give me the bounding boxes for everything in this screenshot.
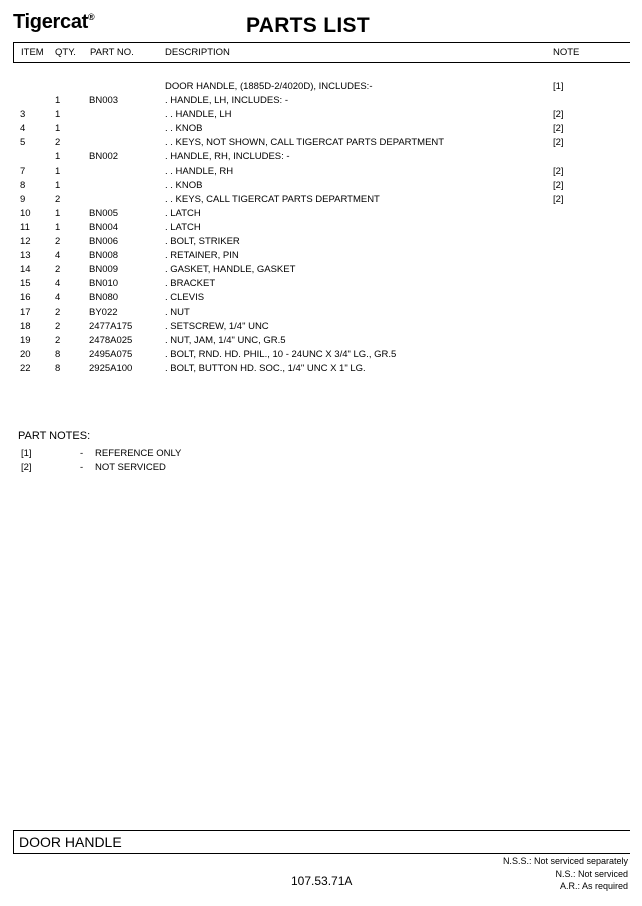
column-header-qty: QTY.	[55, 47, 76, 58]
cell-item: 13	[20, 250, 31, 262]
cell-description: . NUT	[165, 306, 190, 318]
table-row	[0, 193, 642, 207]
cell-item: 19	[20, 334, 31, 346]
cell-note: [2]	[553, 137, 564, 149]
cell-qty: 1	[55, 123, 61, 135]
cell-qty: 4	[55, 292, 61, 304]
cell-qty: 8	[55, 348, 61, 360]
brand-name: Tigercat	[13, 11, 89, 33]
cell-note: [2]	[553, 179, 564, 191]
cell-part-no: 2495A075	[89, 348, 133, 360]
cell-description: . BOLT, STRIKER	[165, 236, 240, 248]
table-row	[0, 348, 642, 362]
cell-part-no: 2925A100	[89, 362, 133, 374]
cell-item: 7	[20, 165, 26, 177]
cell-description: . CLEVIS	[165, 292, 205, 304]
note-text: NOT SERVICED	[95, 462, 166, 473]
table-row	[0, 94, 642, 108]
table-row	[0, 263, 642, 277]
cell-item: 3	[20, 109, 26, 121]
table-row	[0, 136, 642, 150]
cell-qty: 1	[55, 179, 61, 191]
table-row	[0, 291, 642, 305]
parts-table-body	[0, 80, 642, 376]
table-row	[0, 179, 642, 193]
cell-item: 16	[20, 292, 31, 304]
cell-qty: 1	[55, 207, 61, 219]
section-title: DOOR HANDLE	[19, 834, 122, 850]
part-note	[0, 447, 300, 461]
cell-item: 9	[20, 193, 26, 205]
cell-description: . . KEYS, NOT SHOWN, CALL TIGERCAT PARTS DEPARTMENT	[165, 137, 445, 149]
note-dash: -	[80, 448, 84, 459]
table-row	[0, 362, 642, 376]
cell-qty: 2	[55, 320, 61, 332]
table-row	[0, 235, 642, 249]
cell-description: . . HANDLE, RH	[165, 165, 234, 177]
note-code: [2]	[21, 462, 32, 473]
registered-mark: ®	[88, 12, 95, 22]
cell-item: 11	[20, 221, 30, 233]
cell-part-no: BN003	[89, 95, 119, 107]
table-row	[0, 108, 642, 122]
cell-qty: 2	[55, 236, 61, 248]
cell-description: . HANDLE, RH, INCLUDES: -	[165, 151, 290, 163]
cell-description: . BOLT, BUTTON HD. SOC., 1/4" UNC X 1" LG.	[165, 362, 366, 374]
cell-note: [2]	[553, 193, 564, 205]
cell-part-no: BN002	[89, 151, 119, 163]
table-row	[0, 320, 642, 334]
cell-qty: 2	[55, 306, 61, 318]
cell-qty: 8	[55, 362, 61, 374]
column-header-description: DESCRIPTION	[165, 47, 230, 58]
cell-item: 22	[20, 362, 31, 374]
cell-part-no: BN008	[89, 250, 119, 262]
cell-item: 10	[20, 207, 31, 219]
cell-qty: 2	[55, 334, 61, 346]
part-note	[0, 461, 300, 475]
cell-description: . BRACKET	[165, 278, 216, 290]
table-row	[0, 207, 642, 221]
cell-part-no: BN010	[89, 278, 119, 290]
legend-ar: A.R.: As required	[559, 881, 628, 891]
cell-item: 8	[20, 179, 26, 191]
cell-description: . HANDLE, LH, INCLUDES: -	[165, 95, 288, 107]
section-title-box	[13, 830, 630, 854]
cell-item: 12	[20, 236, 31, 248]
cell-part-no: BN009	[89, 264, 119, 276]
cell-description: . NUT, JAM, 1/4" UNC, GR.5	[165, 334, 286, 346]
table-row	[0, 249, 642, 263]
cell-note: [2]	[553, 165, 564, 177]
cell-description: DOOR HANDLE, (1885D-2/4020D), INCLUDES:-	[165, 81, 373, 92]
cell-part-no: BY022	[89, 306, 118, 318]
abbreviation-legend	[503, 855, 628, 893]
cell-qty: 1	[55, 221, 61, 233]
cell-part-no: 2477A175	[89, 320, 133, 332]
cell-part-no: BN005	[89, 207, 119, 219]
page-title: PARTS LIST	[246, 14, 370, 37]
cell-description: . LATCH	[165, 221, 201, 233]
cell-item: 18	[20, 320, 31, 332]
cell-note: [1]	[553, 81, 564, 92]
cell-description: . LATCH	[165, 207, 201, 219]
cell-note: [2]	[553, 123, 564, 135]
cell-part-no: BN080	[89, 292, 119, 304]
table-header	[13, 42, 630, 63]
table-row	[0, 277, 642, 291]
cell-item: 17	[20, 306, 31, 318]
cell-description: . SETSCREW, 1/4" UNC	[165, 320, 269, 332]
cell-qty: 1	[55, 95, 61, 107]
cell-item: 4	[20, 123, 26, 135]
cell-item: 14	[20, 264, 31, 276]
cell-item: 5	[20, 137, 26, 149]
legend-ns: N.S.: Not serviced	[555, 868, 628, 879]
column-header-item: ITEM	[21, 47, 44, 58]
cell-description: . . KNOB	[165, 179, 203, 191]
note-text: REFERENCE ONLY	[95, 448, 182, 459]
cell-description: . BOLT, RND. HD. PHIL., 10 - 24UNC X 3/4" LG., GR.5	[165, 348, 397, 360]
legend-nss: N.S.S.: Not serviced separately	[502, 856, 628, 866]
cell-qty: 1	[55, 151, 61, 163]
cell-part-no: BN006	[89, 236, 119, 248]
cell-qty: 2	[55, 264, 61, 276]
cell-description: . . KNOB	[165, 123, 203, 135]
cell-description: . GASKET, HANDLE, GASKET	[165, 264, 296, 276]
table-row	[0, 306, 642, 320]
cell-qty: 2	[55, 137, 61, 149]
column-header-part-no: PART NO.	[90, 47, 134, 58]
cell-item: 15	[20, 278, 31, 290]
cell-description: . . KEYS, CALL TIGERCAT PARTS DEPARTMENT	[165, 193, 380, 205]
table-row	[0, 80, 642, 94]
cell-qty: 2	[55, 193, 61, 205]
cell-part-no: BN004	[89, 221, 119, 233]
cell-qty: 1	[55, 165, 61, 177]
column-header-note: NOTE	[553, 47, 580, 58]
note-dash: -	[80, 462, 84, 473]
cell-note: [2]	[553, 109, 564, 121]
table-row	[0, 221, 642, 235]
cell-description: . . HANDLE, LH	[165, 109, 232, 121]
cell-qty: 4	[55, 278, 61, 290]
cell-description: . RETAINER, PIN	[165, 250, 239, 262]
table-row	[0, 334, 642, 348]
cell-qty: 1	[55, 109, 61, 121]
cell-item: 20	[20, 348, 31, 360]
table-row	[0, 122, 642, 136]
part-notes-title: PART NOTES:	[18, 430, 91, 442]
table-row	[0, 165, 642, 179]
table-row	[0, 150, 642, 164]
page-number: 107.53.71A	[291, 874, 353, 888]
brand-logo	[13, 11, 94, 34]
note-code: [1]	[21, 448, 32, 459]
cell-qty: 4	[55, 250, 61, 262]
cell-part-no: 2478A025	[89, 334, 133, 346]
